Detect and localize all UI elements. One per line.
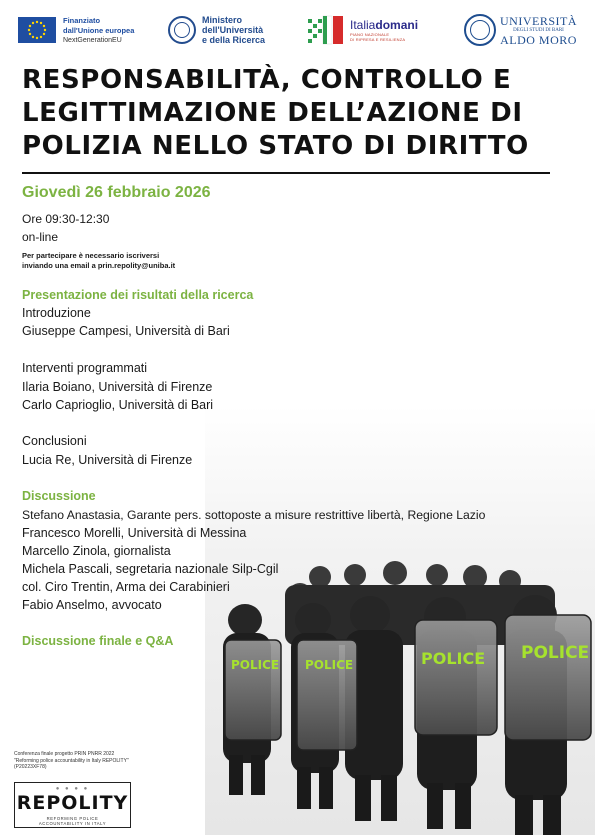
intro-label: Introduzione (22, 306, 91, 320)
presentation-heading: Presentazione dei risultati della ricerca (22, 288, 254, 302)
event-date: Giovedì 26 febbraio 2026 (22, 184, 211, 201)
interventions-label: Interventi programmati (22, 361, 148, 375)
shield-label: POLICE (421, 649, 486, 668)
conclusions-speaker: Lucia Re, Università di Firenze (22, 453, 193, 467)
event-time: Ore 09:30-12:30 (22, 212, 110, 226)
eu-flag-icon (18, 17, 56, 43)
uniba-line2: DEGLI STUDI DI BARI (513, 27, 564, 33)
discussant-item: col. Ciro Trentin, Arma dei Carabinieri (22, 580, 230, 594)
conference-note (14, 751, 129, 771)
discussant-item: Fabio Anselmo, avvocato (22, 598, 162, 612)
conference-note-line2: "Reforming police accountability in Italy REPOLITY" (14, 757, 129, 764)
repolity-sub2: ACCOUNTABILITY IN ITALY (38, 821, 107, 826)
page-title (22, 64, 582, 163)
uniba-logo (464, 10, 577, 50)
conclusions-label: Conclusioni (22, 434, 87, 448)
intro-speaker: Giuseppe Campesi, Università di Bari (22, 324, 230, 338)
discussant-item: Stefano Anastasia, Garante pers. sottoposte a misure restrittive libertà, Regione Lazio (22, 508, 486, 522)
italiadomani-name-part1: Italia (350, 17, 376, 32)
italiadomani-mark-icon (306, 15, 346, 45)
mur-seal-icon (168, 16, 196, 44)
repolity-brand: REPOLITY (16, 792, 129, 814)
registration-line2: inviando una email a prin.repolity@uniba.it (22, 261, 176, 270)
shield-label: POLICE (521, 643, 590, 663)
uniba-line1: UNIVERSITÀ (500, 13, 577, 28)
event-mode: on-line (22, 230, 59, 244)
discussant-item: Michela Pascali, segretaria nazionale Silp-Cgil (22, 562, 279, 576)
uniba-seal-icon (464, 14, 496, 46)
registration-line1: Per partecipare è necessario iscriversi (22, 251, 160, 260)
title-line1: RESPONSABILITÀ, CONTROLLO E (22, 65, 512, 95)
italiadomani-name-part2: domani (375, 17, 419, 32)
uniba-line3: ALDO MORO (500, 32, 577, 47)
discussant-item: Marcello Zinola, giornalista (22, 544, 171, 558)
conference-note-line3: (P20223XF78) (14, 764, 47, 770)
eu-logo (18, 10, 134, 50)
riot-police-photo (205, 405, 595, 835)
intervention-item: Carlo Caprioglio, Università di Bari (22, 398, 214, 412)
repolity-logo (14, 782, 131, 828)
repolity-dots-icon: ● ● ● ● (55, 786, 90, 792)
mur-line3: e della Ricerca (202, 35, 266, 45)
title-line3: POLIZIA NELLO STATO DI DIRITTO (22, 131, 529, 161)
logo-bar (16, 10, 581, 50)
title-divider (22, 172, 550, 174)
shield-label: POLICE (305, 658, 354, 672)
eu-line1: Finanziato (63, 15, 101, 25)
mur-line2: dell'Università (202, 25, 264, 35)
italiadomani-sub2: DI RIPRESA E RESILIENZA (350, 36, 406, 42)
shield-label: POLICE (231, 658, 280, 672)
eu-line3: NextGenerationEU (63, 36, 122, 44)
discussant-item: Francesco Morelli, Università di Messina (22, 526, 247, 540)
discussion-heading: Discussione (22, 489, 96, 503)
intervention-item: Ilaria Boiano, Università di Firenze (22, 380, 213, 394)
mur-line1: Ministero (202, 15, 243, 25)
italiadomani-sub1: PIANO NAZIONALE (350, 31, 390, 37)
italiadomani-logo (306, 10, 418, 50)
eu-line2: dall'Unione europea (63, 25, 135, 35)
mur-logo (168, 10, 265, 50)
conference-note-line1: Conferenza finale progetto PRIN PNRR 2022 (14, 751, 115, 757)
final-heading: Discussione finale e Q&A (22, 634, 174, 648)
repolity-sub1: REFORMING POLICE (46, 816, 99, 821)
title-line2: LEGITTIMAZIONE DELL’AZIONE DI (22, 98, 523, 128)
